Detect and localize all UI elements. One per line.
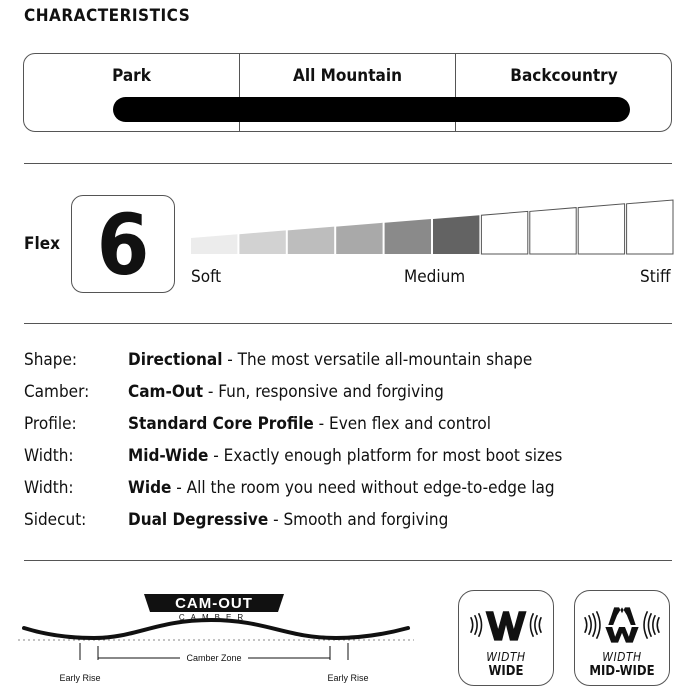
terrain-chart — [23, 53, 672, 132]
flex-scale-segment — [288, 227, 334, 254]
width-wide-icon — [459, 603, 553, 647]
spec-key: Width: — [24, 478, 74, 498]
flex-scale-segment — [433, 215, 479, 254]
spec-desc: - Fun, responsive and forgiving — [203, 382, 444, 402]
flex-scale-soft: Soft — [191, 267, 222, 287]
flex-rating-box — [71, 195, 175, 293]
flex-scale-segment — [385, 219, 431, 254]
flex-scale-medium: Medium — [404, 267, 466, 287]
terrain-label-backcountry: Backcountry — [510, 66, 618, 86]
cam-out-logo — [144, 594, 284, 622]
section-title: CHARACTERISTICS — [24, 6, 191, 26]
flex-label: Flex — [24, 234, 60, 254]
camber-zone-label: Camber Zone — [186, 653, 242, 663]
spec-key: Sidecut: — [24, 510, 87, 530]
flex-scale-segment — [239, 230, 285, 254]
divider — [24, 560, 672, 561]
badge-caption: WIDTH — [486, 650, 526, 664]
early-rise-right-label: Early Rise — [327, 673, 369, 683]
spec-desc: - The most versatile all-mountain shape — [222, 350, 533, 370]
terrain-label-park: Park — [112, 66, 151, 86]
flex-scale-segment — [627, 200, 673, 254]
spec-desc: - Smooth and forgiving — [268, 510, 449, 530]
terrain-label-all-mountain: All Mountain — [293, 66, 402, 86]
early-rise-left-label: Early Rise — [59, 673, 101, 683]
divider — [24, 163, 672, 164]
spec-desc: - Even flex and control — [313, 414, 491, 434]
spec-name: Mid-Wide — [128, 446, 209, 466]
logo-subtext: CAMBER — [178, 613, 250, 622]
spec-name: Wide — [128, 478, 172, 498]
badge-value: MID-WIDE — [589, 664, 655, 679]
logo-text: CAM-OUT — [175, 595, 253, 612]
badge-caption: WIDTH — [602, 650, 642, 664]
flex-scale-segment — [191, 234, 237, 254]
spec-name: Standard Core Profile — [128, 414, 314, 434]
spec-key: Profile: — [24, 414, 77, 434]
spec-name: Dual Degressive — [128, 510, 269, 530]
spec-desc: - All the room you need without edge-to-edge lag — [171, 478, 555, 498]
spec-name: Directional — [128, 350, 223, 370]
width-mid-wide-icon — [575, 603, 669, 647]
flex-scale-stiff: Stiff — [640, 267, 671, 287]
spec-key: Width: — [24, 446, 74, 466]
spec-key: Camber: — [24, 382, 90, 402]
flex-scale-segment — [336, 223, 382, 254]
camber-profile-diagram — [16, 580, 416, 690]
width-mid-wide-badge — [574, 590, 670, 686]
flex-scale-segment — [578, 204, 624, 254]
board-profile-line — [24, 620, 408, 638]
flex-scale-segment — [530, 208, 576, 254]
width-wide-badge — [458, 590, 554, 686]
spec-desc: - Exactly enough platform for most boot sizes — [208, 446, 563, 466]
badge-value: WIDE — [488, 664, 524, 679]
spec-name: Cam-Out — [128, 382, 204, 402]
flex-scale-segment — [481, 211, 527, 254]
flex-scale — [190, 198, 674, 256]
divider — [24, 323, 672, 324]
flex-rating-value: 6 — [96, 196, 150, 294]
terrain-range-bar — [113, 97, 630, 122]
spec-key: Shape: — [24, 350, 78, 370]
